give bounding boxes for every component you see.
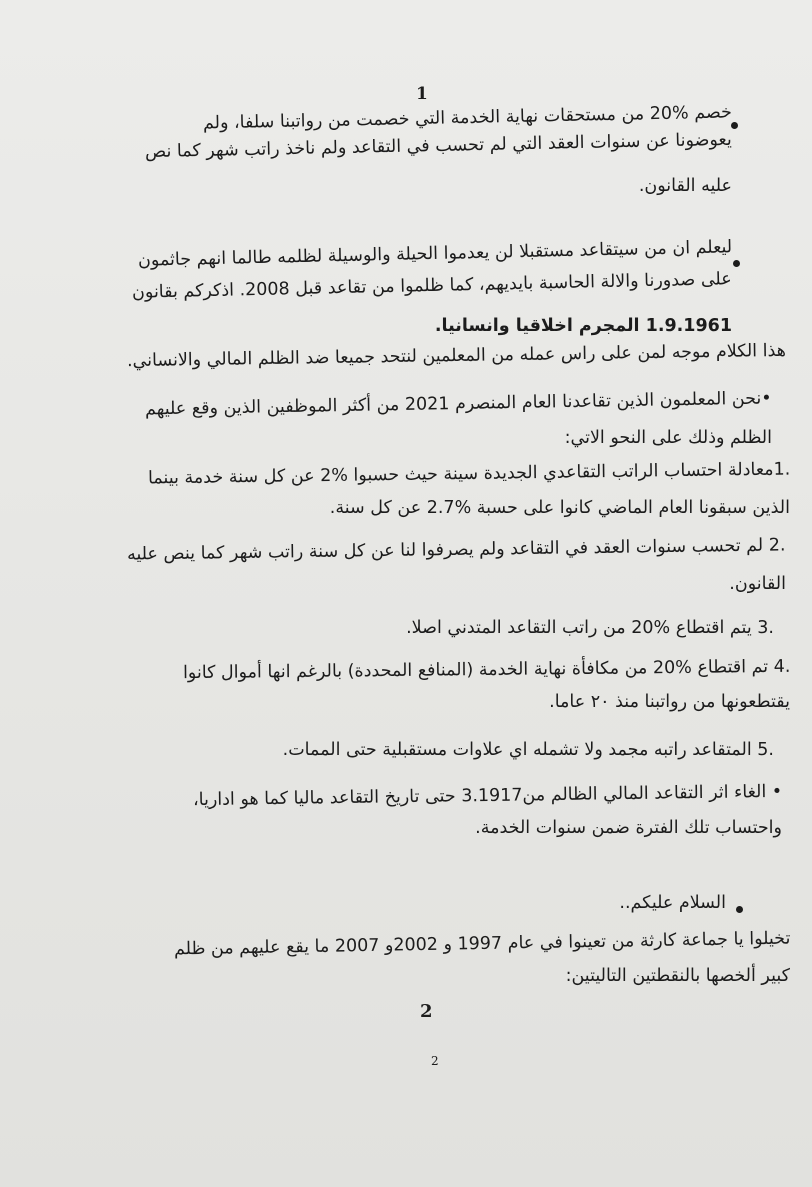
greeting-line: السلام عليكم..	[619, 893, 726, 913]
cancel-note-line-1: • الغاء اثر التقاعد المالي الظالم من3.1917 حتى تاريخ التقاعد ماليا كما هو اداريا،	[192, 781, 783, 811]
point-1-line-2: الذين سبقونا العام الماضي كانوا على حسبة %2.7 عن كل سنة.	[329, 498, 790, 518]
bullet-dot-icon	[733, 260, 740, 267]
bullet-2-line-3: 1.9.1961 المجرم اخلاقيا وانسانيا.	[434, 316, 732, 336]
point-5-line: .5 المتقاعد راتبه مجمد ولا تشمله اي علاوات مستقبلية حتى الممات.	[282, 740, 774, 760]
closing-line-1: تخيلوا يا جماعة كارثة من تعينوا في عام 1997 و 2002و 2007 ما يقع عليهم من ظلم	[173, 928, 791, 960]
point-1-line-1: .1معادلة احتساب الراتب التقاعدي الجديدة سينة حيث حسبوا %2 عن كل سنة خدمة بينما	[147, 459, 791, 489]
retired-statement-line-2: الظلم وذلك على النحو الاتي:	[564, 428, 772, 448]
closing-line-2: كبير ألخصها بالنقطتين التاليتين:	[565, 966, 790, 986]
cancel-note-line-2: واحتساب تلك الفترة ضمن سنوات الخدمة.	[475, 818, 782, 838]
retired-statement-line-1: •نحن المعلمون الذين تقاعدنا العام المنصرم 2021 من أكثر الموظفين الذين وقع عليهم	[145, 388, 773, 420]
bullet-1-line-3: عليه القانون.	[638, 176, 732, 196]
bullet-2-line-2: على صدورنا والالة الحاسبة بايديهم، كما ظلموا من تقاعد قبل 2008. اذكركم بقانون	[132, 269, 733, 303]
intro-line: هذا الكلام موجه لمن على راس عمله من المعلمين لنتحد جميعا ضد الظلم المالي والانساني.	[126, 340, 787, 372]
bullet-2-line-1: ليعلم ان من سيتقاعد مستقبلا لن يعدموا الحيلة والوسيلة لظلمه طالما انهم جاثمون	[137, 237, 733, 271]
page-number-bottom-bold: 2	[420, 1001, 433, 1022]
bullet-1-line-2: يعوضونا عن سنوات العقد التي لم تحسب في التقاعد ولم ناخذ راتب شهر كما نص	[145, 129, 733, 163]
bullet-1-line-1: خصم %20 من مستحقات نهاية الخدمة التي خصمت من رواتبنا سلفا، ولم	[202, 102, 733, 134]
point-3-line: .3 يتم اقتطاع %20 من راتب التقاعد المتدني اصلا.	[406, 618, 774, 638]
point-4-line-2: يقتطعونها من رواتبنا منذ ٢٠ عاما.	[549, 692, 790, 712]
point-2-line-2: القانون.	[729, 574, 786, 594]
bullet-dot-icon	[736, 906, 743, 913]
point-2-line-1: .2 لم تحسب سنوات العقد في التقاعد ولم يصرفوا لنا عن كل سنة راتب شهر كما ينص عليه	[127, 535, 787, 565]
point-4-line-1: .4 تم اقتطاع %20 من مكافأة نهاية الخدمة (المنافع المحددة) بالرغم انها أموال كانوا	[182, 656, 791, 684]
page-number-top: 1	[416, 84, 428, 104]
page-number-bottom-small: 2	[431, 1054, 439, 1068]
